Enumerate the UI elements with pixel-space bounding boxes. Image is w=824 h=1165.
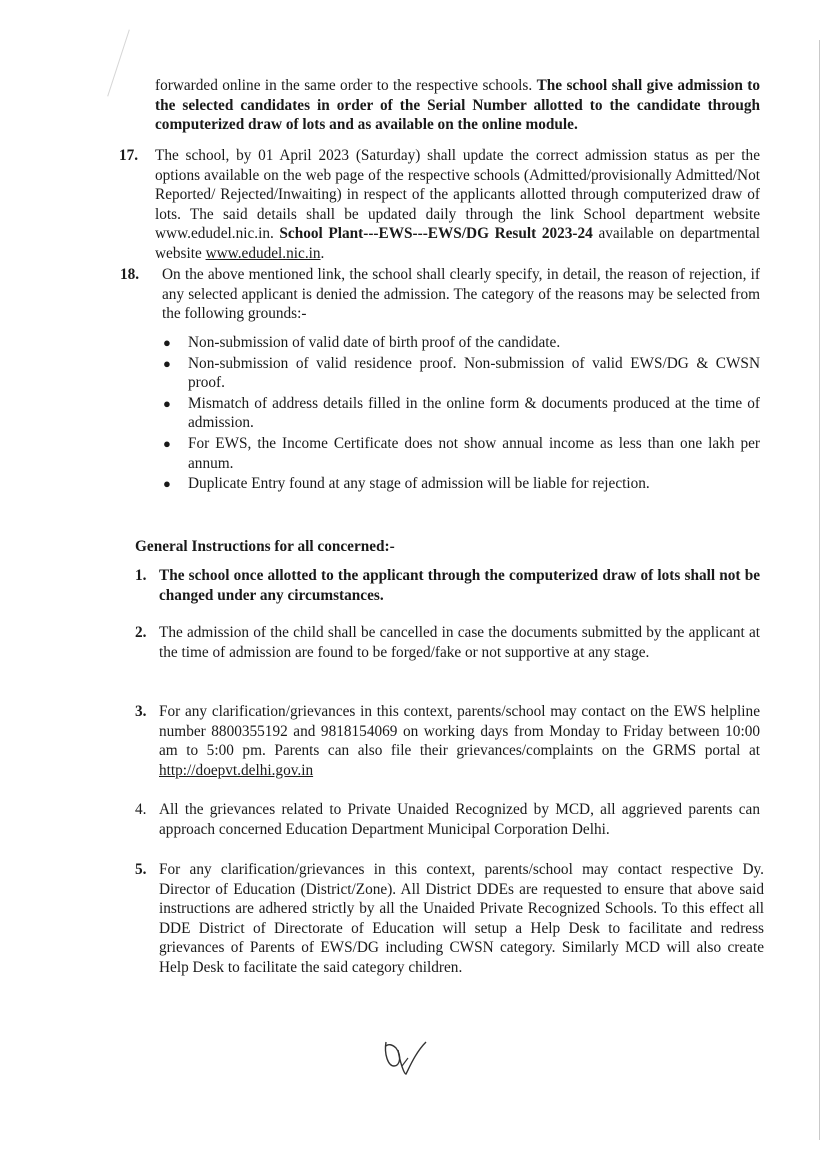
rejection-grounds-list	[163, 333, 760, 495]
general-item-2	[135, 623, 760, 662]
scan-edge-line	[819, 40, 820, 1140]
edudel-link[interactable]: www.edudel.nic.in	[205, 244, 321, 262]
bullet-icon: ●	[163, 395, 171, 411]
bullet-icon: ●	[163, 335, 171, 350]
item-18-text: On the above mentioned link, the school shall clearly specify, in detail, the reason of rejection, if any selected applicant is denied the admission. The category of the reasons may be selected from the following grounds:-	[162, 266, 760, 323]
handwritten-signature-icon	[380, 1036, 432, 1078]
item-17-number: 17.	[119, 147, 139, 164]
general-item-1	[135, 566, 760, 605]
grms-portal-link[interactable]: http://doepvt.delhi.gov.in	[159, 761, 314, 779]
general-item-1-text: The school once allotted to the applicant through the computerized draw of lots shall not be changed under any circumstances.	[159, 567, 760, 604]
item-18-number: 18.	[120, 266, 140, 283]
list-item: ● Mismatch of address details filled in the online form & documents produced at the time of admission.	[163, 394, 760, 432]
item-18	[120, 265, 760, 324]
intro-bold-text: The school shall give admission to the selected candidates in order of the Serial Number allotted to the candidate through computerized draw of lots and as available on the online module.	[155, 77, 760, 134]
list-item: ● Non-submission of valid residence proof. Non-submission of valid EWS/DG & CWSN proof.	[163, 354, 760, 392]
intro-paragraph	[155, 76, 760, 135]
general-item-4-number: 4.	[135, 801, 147, 818]
bullet-icon: ●	[163, 476, 171, 492]
general-item-4	[135, 800, 760, 839]
intro-text: forwarded online in the same order to the respective schools.	[155, 77, 533, 94]
general-item-3-text: For any clarification/grievances in this context, parents/school may contact on the EWS helpline number 8800355192 and 9818154069 on working days from Monday to Friday between 10:00 am to 5:00 pm. Parents can also file their grievances/complaints on the GRMS portal at	[159, 703, 760, 760]
item-17-text-2: available on departmental website	[155, 225, 760, 262]
item-17-text: The school, by 01 April 2023 (Saturday) shall update the correct admission status as per the options available on the web page of the respective schools (Admitted/provisionally Admitted/Not Reported/ Rejected/Inwaiting) in respect of the applicants allotted through computerized draw of lots. The said details shall be updated daily through the link School department website www.edudel.nic.in.	[155, 147, 760, 243]
bullet-icon: ●	[163, 435, 171, 451]
item-17-end: .	[320, 244, 325, 262]
general-item-4-text: All the grievances related to Private Unaided Recognized by MCD, all aggrieved parents can approach concerned Education Department Municipal Corporation Delhi.	[159, 801, 760, 838]
list-item: ● Duplicate Entry found at any stage of admission will be liable for rejection.	[163, 475, 650, 493]
general-item-5-number: 5.	[135, 861, 147, 878]
scan-mark	[107, 30, 130, 97]
list-item: ● For EWS, the Income Certificate does not show annual income as less than one lakh per annum.	[163, 434, 760, 472]
list-item: ● Non-submission of valid date of birth proof of the candidate.	[163, 334, 561, 351]
general-item-5-text: For any clarification/grievances in this context, parents/school may contact respective Dy. Director of Education (District/Zone). All District DDEs are requested to ensure that above said instructions are adhered strictly by all the Unaided Private Recognized Schools. To this effect all DDE District of Directorate of Education will setup a Help Desk to facilitate and redress grievances of Parents of EWS/DG including CWSN category. Similarly MCD will also create Help Desk to facilitate the said category children.	[159, 861, 764, 976]
general-item-2-number: 2.	[135, 624, 147, 641]
item-17-bold: School Plant---EWS---EWS/DG Result 2023-24	[279, 225, 593, 243]
general-instructions-heading: General Instructions for all concerned:-	[135, 538, 395, 555]
general-item-3	[135, 702, 760, 780]
bullet-icon: ●	[163, 355, 171, 371]
general-item-3-number: 3.	[135, 703, 147, 720]
item-17	[119, 146, 760, 264]
general-item-2-text: The admission of the child shall be cancelled in case the documents submitted by the applicant at the time of admission are found to be forged/fake or not supportive at any stage.	[159, 624, 760, 661]
general-item-1-number: 1.	[135, 567, 147, 584]
general-item-5	[135, 860, 764, 978]
